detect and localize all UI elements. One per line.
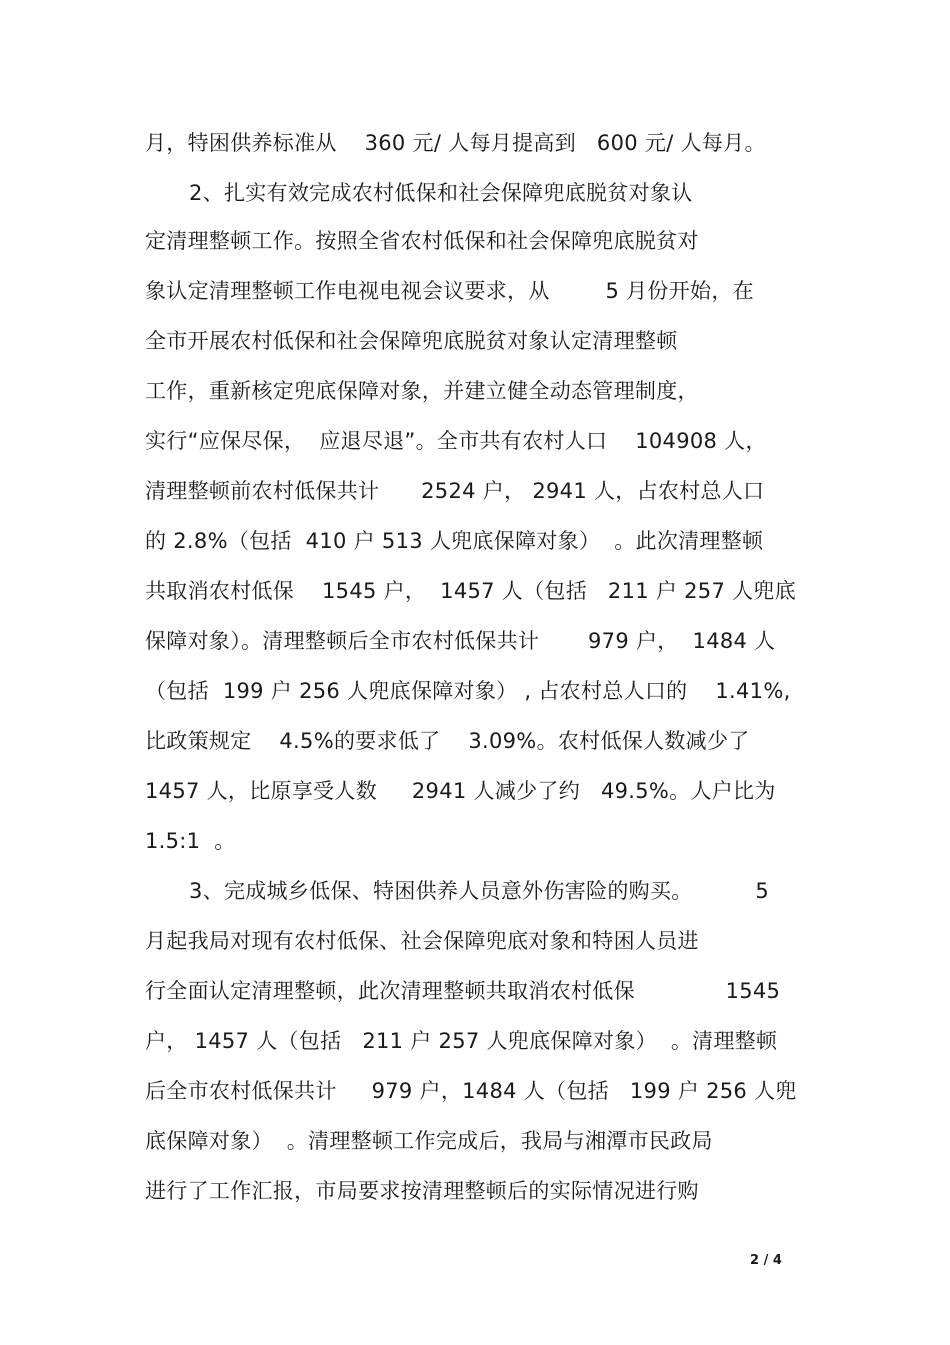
text-line-2: 2、扎实有效完成农村低保和社会保障兜底脱贫对象认 xyxy=(189,181,693,205)
text-line-12: （包括 199 户 256 人兜底保障对象） , 占农村总人口的 1.41%, xyxy=(145,679,791,703)
text-line-6: 工作，重新核定兜底保障对象，并建立健全动态管理制度， xyxy=(145,379,699,403)
text-line-18: 行全面认定清理整顿，此次清理整顿共取消农村低保 1545 xyxy=(145,979,781,1003)
text-line-10: 共取消农村低保 1545 户， 1457 人（包括 211 户 257 人兜底 xyxy=(145,579,797,603)
text-line-14: 1457 人，比原享受人数 2941 人减少了约 49.5%。人户比为 xyxy=(145,779,776,803)
text-line-20: 后全市农村低保共计 979 户，1484 人（包括 199 户 256 人兜 xyxy=(145,1079,797,1103)
text-line-17: 月起我局对现有农村低保、社会保障兜底对象和特困人员进 xyxy=(145,929,699,953)
text-line-15: 1.5:1 。 xyxy=(145,829,236,853)
text-line-19: 户， 1457 人（包括 211 户 257 人兜底保障对象） 。清理整顿 xyxy=(145,1029,778,1053)
text-line-13: 比政策规定 4.5%的要求低了 3.09%。农村低保人数减少了 xyxy=(145,729,750,753)
text-line-9: 的 2.8%（包括 410 户 513 人兜底保障对象） 。此次清理整顿 xyxy=(145,529,764,553)
text-line-3: 定清理整顿工作。按照全省农村低保和社会保障兜底脱贫对 xyxy=(145,229,699,253)
text-line-1: 月，特困供养标准从 360 元/ 人每月提高到 600 元/ 人每月。 xyxy=(145,131,766,155)
text-line-4: 象认定清理整顿工作电视电视会议要求，从 5 月份开始，在 xyxy=(145,279,754,303)
text-line-22: 进行了工作汇报，市局要求按清理整顿后的实际情况进行购 xyxy=(145,1179,699,1203)
text-line-8: 清理整顿前农村低保共计 2524 户， 2941 人，占农村总人口 xyxy=(145,479,765,503)
text-line-7: 实行“应保尽保， 应退尽退”。全市共有农村人口 104908 人， xyxy=(145,429,767,453)
text-line-5: 全市开展农村低保和社会保障兜底脱贫对象认定清理整顿 xyxy=(145,329,678,353)
page-number: 2 / 4 xyxy=(750,1253,782,1268)
text-line-11: 保障对象）。清理整顿后全市农村低保共计 979 户， 1484 人 xyxy=(145,629,776,653)
text-line-16: 3、完成城乡低保、特困供养人员意外伤害险的购买。 5 xyxy=(189,879,769,903)
text-line-21: 底保障对象） 。清理整顿工作完成后，我局与湘潭市民政局 xyxy=(145,1129,713,1153)
